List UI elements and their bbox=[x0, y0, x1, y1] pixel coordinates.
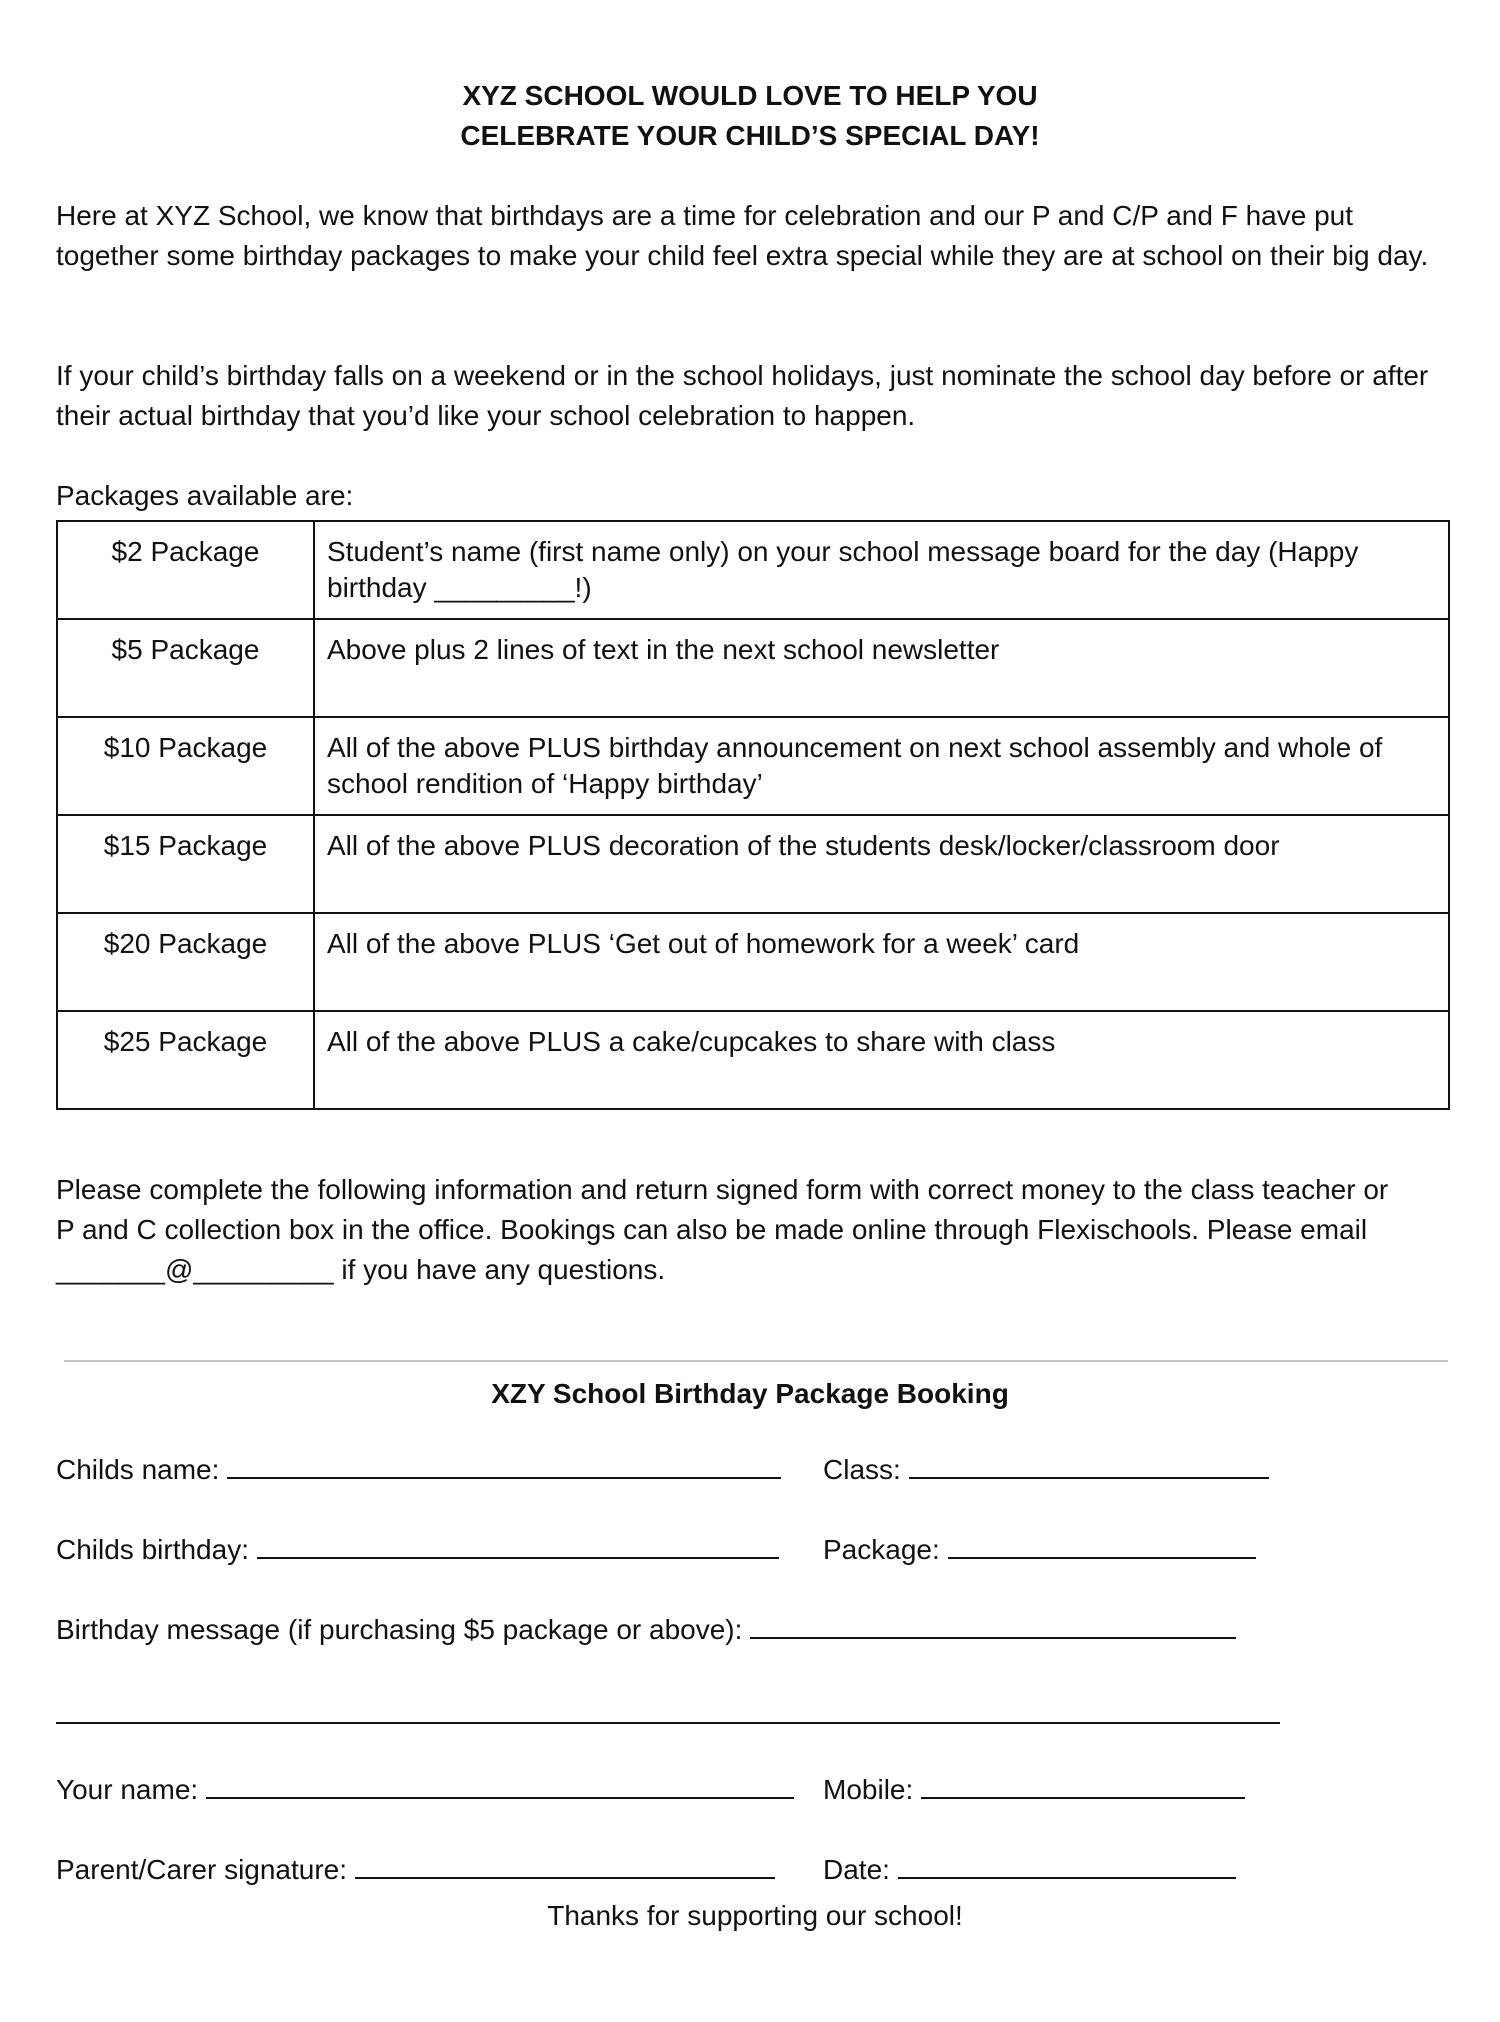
intro-paragraph-1: Here at XYZ School, we know that birthdays are a time for celebration and our P and C/P and F have put together some birthday packages to make your child feel extra special while they are at school on their big day. bbox=[56, 200, 1429, 271]
mobile-field[interactable] bbox=[823, 1770, 1245, 1810]
signature-line[interactable] bbox=[355, 1851, 775, 1879]
packages-heading: Packages available are: bbox=[56, 480, 354, 511]
package-name: $20 Package bbox=[57, 913, 314, 1011]
childs-birthday-field[interactable] bbox=[56, 1530, 779, 1570]
class-line[interactable] bbox=[909, 1451, 1269, 1479]
packages-table bbox=[56, 520, 1450, 1110]
your-name-field[interactable] bbox=[56, 1770, 794, 1810]
birthday-message-line-2[interactable] bbox=[56, 1722, 1280, 1724]
package-field[interactable] bbox=[823, 1530, 1256, 1570]
date-line[interactable] bbox=[898, 1851, 1236, 1879]
table-row bbox=[57, 913, 1449, 1011]
date-field[interactable] bbox=[823, 1850, 1236, 1890]
instructions-line1: Please complete the following information and return signed form with correct money to the class teacher or bbox=[56, 1174, 1389, 1205]
thanks-message: Thanks for supporting our school! bbox=[547, 1900, 963, 1931]
instructions-line2: P and C collection box in the office. Bookings can also be made online through Flexischools. Please email bbox=[56, 1214, 1368, 1245]
instructions-line3: _______@_________ if you have any questions. bbox=[56, 1254, 666, 1285]
childs-name-label: Childs name: bbox=[56, 1454, 220, 1485]
package-description: All of the above PLUS birthday announcement on next school assembly and whole of school rendition of ‘Happy birthday’ bbox=[314, 717, 1449, 815]
package-name: $2 Package bbox=[57, 521, 314, 619]
package-name: $10 Package bbox=[57, 717, 314, 815]
mobile-line[interactable] bbox=[921, 1771, 1245, 1799]
class-field[interactable] bbox=[823, 1450, 1269, 1490]
table-row bbox=[57, 1011, 1449, 1109]
birthday-message-line[interactable] bbox=[750, 1611, 1236, 1639]
birthday-message-label: Birthday message (if purchasing $5 package or above): bbox=[56, 1614, 743, 1645]
package-name: $5 Package bbox=[57, 619, 314, 717]
birthday-message-field[interactable] bbox=[56, 1610, 1236, 1650]
form-title: XZY School Birthday Package Booking bbox=[491, 1378, 1009, 1409]
table-row bbox=[57, 717, 1449, 815]
table-row bbox=[57, 619, 1449, 717]
signature-label: Parent/Carer signature: bbox=[56, 1854, 348, 1885]
package-label: Package: bbox=[823, 1534, 940, 1565]
childs-birthday-line[interactable] bbox=[257, 1531, 779, 1559]
childs-name-field[interactable] bbox=[56, 1450, 781, 1490]
class-label: Class: bbox=[823, 1454, 901, 1485]
page-title-line1: XYZ SCHOOL WOULD LOVE TO HELP YOU bbox=[462, 80, 1038, 111]
package-description: All of the above PLUS ‘Get out of homework for a week’ card bbox=[314, 913, 1449, 1011]
table-row bbox=[57, 815, 1449, 913]
package-name: $15 Package bbox=[57, 815, 314, 913]
package-description: All of the above PLUS decoration of the students desk/locker/classroom door bbox=[314, 815, 1449, 913]
your-name-label: Your name: bbox=[56, 1774, 199, 1805]
package-description: All of the above PLUS a cake/cupcakes to share with class bbox=[314, 1011, 1449, 1109]
date-label: Date: bbox=[823, 1854, 890, 1885]
section-divider bbox=[64, 1360, 1448, 1362]
childs-birthday-label: Childs birthday: bbox=[56, 1534, 249, 1565]
package-line[interactable] bbox=[948, 1531, 1256, 1559]
page-title-line2: CELEBRATE YOUR CHILD’S SPECIAL DAY! bbox=[460, 120, 1040, 151]
your-name-line[interactable] bbox=[206, 1771, 794, 1799]
mobile-label: Mobile: bbox=[823, 1774, 914, 1805]
package-description: Above plus 2 lines of text in the next school newsletter bbox=[314, 619, 1449, 717]
table-row bbox=[57, 521, 1449, 619]
package-name: $25 Package bbox=[57, 1011, 314, 1109]
intro-paragraph-2: If your child’s birthday falls on a weekend or in the school holidays, just nominate the school day before or after their actual birthday that you’d like your school celebration to happen. bbox=[56, 360, 1429, 431]
childs-name-line[interactable] bbox=[227, 1451, 781, 1479]
signature-field[interactable] bbox=[56, 1850, 775, 1890]
package-description: Student’s name (first name only) on your school message board for the day (Happy birthday _________!) bbox=[314, 521, 1449, 619]
